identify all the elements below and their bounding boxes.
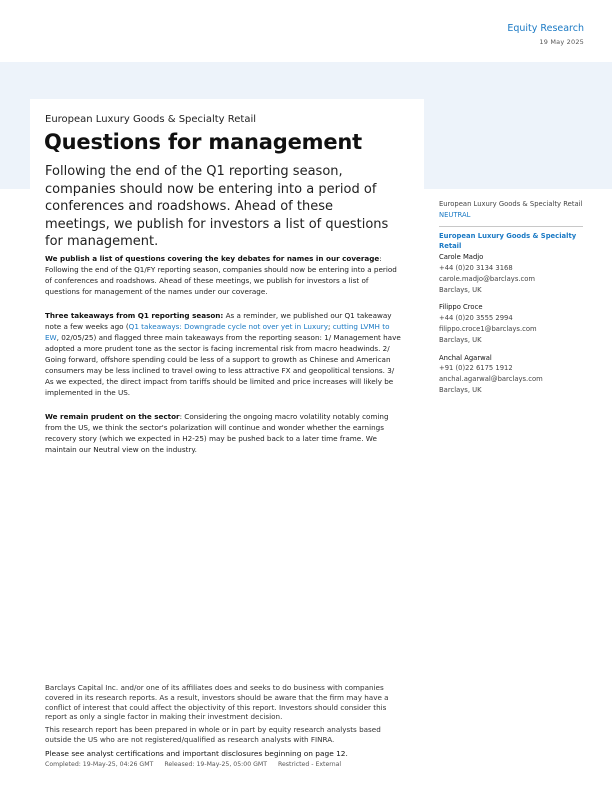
footer — [45, 683, 407, 769]
classification-label: Restricted - External — [277, 760, 342, 768]
report-body — [45, 253, 403, 468]
sector-label: European Luxury Goods & Specialty Retail — [45, 114, 257, 125]
analyst-entity: Barclays, UK — [439, 335, 482, 344]
disclaimer-finra: This research report has been prepared in whole or in part by equity research analysts based outside the US who are not registered/qualified as research analysts with FINRA. — [45, 725, 381, 744]
analyst-email[interactable]: anchal.agarwal@barclays.com — [439, 375, 543, 384]
analyst-card — [439, 302, 583, 345]
industry-view-label: European Luxury Goods & Specialty Retail — [439, 200, 583, 208]
document-type: Equity Research — [507, 23, 584, 34]
released-timestamp: Released: 19-May-25, 05:00 GMT — [164, 760, 268, 768]
paragraph-coverage — [45, 253, 403, 297]
analyst-entity: Barclays, UK — [439, 385, 482, 394]
paragraph-text: , 02/05/25) and flagged three main takeaways from the reporting season: 1/ Management have adopted a more prudent tone as the sector is facing incremental risk from macro headwinds. 2/ Going forward, offshore spending could be less of a support to growth as Chinese and American consumers may be less inclined to travel owing to less attractive FX and geopolitical tensions. 3/ As we expected, the direct impact from tariffs should be limited and price increases will likely be implemented in the US. — [45, 333, 401, 397]
paragraph-text: : Following the end of the Q1/FY reporting season, companies should now be entering into a period of conferences and roadshows. Ahead of these meetings, we publish for investors a list of questions for management of the names under our coverage. — [45, 254, 397, 296]
completed-timestamp: Completed: 19-May-25, 04:26 GMT — [45, 760, 154, 768]
analyst-email[interactable]: filippo.croce1@barclays.com — [439, 324, 537, 333]
paragraph-text: : Considering the ongoing macro volatility notably coming from the US, we think the sector's polarization will continue and wonder whether the earnings recovery story (which we expected in H2-25) may be pushed back to a later time frame. We maintain our Neutral view on the industry. — [45, 412, 389, 454]
paragraph-heading: Three takeaways from Q1 reporting season: — [45, 311, 224, 320]
certifications-notice: Please see analyst certifications and important disclosures beginning on page 12. — [45, 748, 348, 758]
sidebar-divider — [439, 226, 583, 227]
paragraph-prudent — [45, 411, 403, 455]
report-header — [507, 23, 584, 46]
analyst-entity: Barclays, UK — [439, 285, 482, 294]
link-cutting-lvmh[interactable]: cutting LVMH to EW — [45, 322, 390, 342]
analyst-name: Carole Madjo — [439, 253, 484, 262]
analyst-name: Anchal Agarwal — [439, 353, 492, 362]
paragraph-heading: We remain prudent on the sector — [45, 412, 180, 421]
analyst-card — [439, 252, 583, 295]
link-q1-takeaways[interactable]: Q1 takeaways: Downgrade cycle not over yet in Luxury — [128, 322, 328, 331]
release-metadata — [45, 760, 407, 770]
publication-date: 19 May 2025 — [539, 38, 584, 46]
analyst-name: Filippo Croce — [439, 303, 483, 312]
sidebar — [439, 199, 583, 403]
disclaimer-conflict: Barclays Capital Inc. and/or one of its affiliates does and seeks to do business with companies covered in its research reports. As a result, investors should be aware that the firm may have a conflict of interest that could affect the objectivity of this report. Investors should consider this report as only a single factor in making their investment decision. — [45, 683, 389, 722]
paragraph-takeaways — [45, 310, 403, 398]
analyst-phone: +91 (0)22 6175 1912 — [439, 364, 513, 373]
analyst-card — [439, 353, 583, 396]
report-subtitle: Following the end of the Q1 reporting season, companies should now be entering into a period of conferences and roadshows. Ahead of these meetings, we publish for investors a list of questions for management. — [45, 164, 389, 249]
analyst-email[interactable]: carole.madjo@barclays.com — [439, 274, 536, 283]
industry-rating: NEUTRAL — [439, 210, 471, 219]
analyst-phone: +44 (0)20 3555 2994 — [439, 314, 513, 323]
report-title: Questions for management — [44, 130, 362, 154]
link-separator: ; — [327, 322, 333, 331]
analyst-phone: +44 (0)20 3134 3168 — [439, 263, 513, 272]
sector-link[interactable]: European Luxury Goods & Specialty Retail — [439, 231, 577, 251]
paragraph-text: As a reminder, we published our Q1 takeaway note a few weeks ago ( — [45, 311, 392, 331]
paragraph-heading: We publish a list of questions covering the key debates for names in our coverage — [45, 254, 380, 263]
